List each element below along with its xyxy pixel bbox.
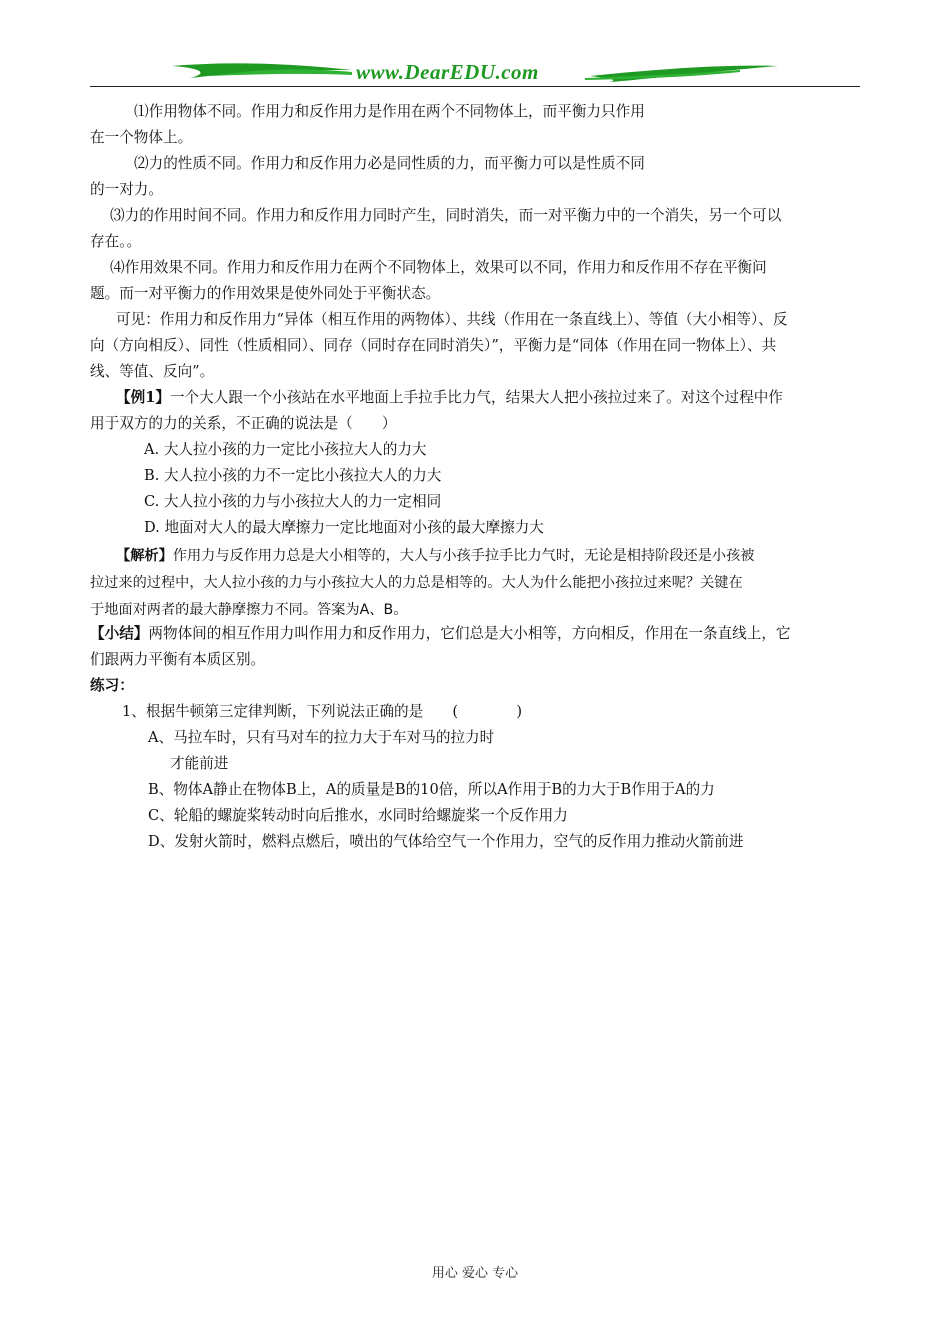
paragraph-line: ⑶力的作用时间不同。作用力和反作用力同时产生，同时消失，而一对平衡力中的一个消失，另一个可以 bbox=[110, 207, 782, 224]
analysis-line: 拉过来的过程中，大人拉小孩的力与小孩拉大人的力总是相等的。大人为什么能把小孩拉过来呢？关键在 bbox=[90, 575, 743, 591]
exercise-option-b: B、物体A静止在物体B上，A的质量是B的10倍，所以A作用于B的力大于B作用于A的力 bbox=[148, 781, 715, 798]
example-question-line: 用于双方的力的关系，不正确的说法是（ ） bbox=[90, 415, 397, 432]
page-header bbox=[90, 56, 860, 90]
example-question-text: 一个大人跟一个小孩站在水平地面上手拉手比力气，结果大人把小孩拉过来了。对这个过程中作 bbox=[169, 389, 783, 406]
example-question bbox=[116, 388, 783, 408]
exercise-option-c: C、轮船的螺旋桨转动时向后推水，水同时给螺旋桨一个反作用力 bbox=[148, 807, 568, 824]
summary-line: 们跟两力平衡有本质区别。 bbox=[90, 651, 266, 668]
analysis-paragraph bbox=[116, 546, 754, 566]
exercise-option-a: A、马拉车时，只有马对车的拉力大于车对马的拉力时 bbox=[148, 729, 495, 746]
paragraph-line: 的一对力。 bbox=[90, 181, 163, 198]
paragraph-line: 可见：作用力和反作用力“异体（相互作用的两物体）、共线（作用在一条直线上）、等值（大小相等）、反 bbox=[116, 311, 788, 328]
header-divider bbox=[90, 86, 860, 87]
paragraph-line: ⑵力的性质不同。作用力和反作用力必是同性质的力，而平衡力可以是性质不同 bbox=[134, 155, 645, 172]
exercise-heading: 练习： bbox=[90, 677, 134, 694]
analysis-text: 作用力与反作用力总是大小相等的，大人与小孩手拉手比力气时，无论是相持阶段还是小孩被 bbox=[172, 548, 755, 564]
paragraph-line: ⑴作用物体不同。作用力和反作用力是作用在两个不同物体上，而平衡力只作用 bbox=[134, 103, 645, 120]
example-option-b: B. 大人拉小孩的力不一定比小孩拉大人的力大 bbox=[144, 467, 442, 484]
paragraph-line: 存在。。 bbox=[90, 233, 142, 250]
exercise-question-1: 1、根据牛顿第三定律判断，下列说法正确的是 ( ) bbox=[122, 703, 523, 720]
paragraph-line: 向（方向相反）、同性（性质相同）、同存（同时存在同时消失）”，平衡力是“同体（作用在同一物体上）、共 bbox=[90, 337, 777, 354]
example-option-d: D. 地面对大人的最大摩擦力一定比地面对小孩的最大摩擦力大 bbox=[144, 519, 544, 536]
example-tag: 【例1】 bbox=[116, 389, 170, 406]
page-footer: 用心 爱心 专心 bbox=[431, 1266, 519, 1281]
summary-text: 两物体间的相互作用力叫作用力和反作用力，它们总是大小相等，方向相反，作用在一条直线上，它 bbox=[148, 625, 791, 642]
paragraph-line: 线、等值、反向”。 bbox=[90, 363, 215, 380]
analysis-tag: 【解析】 bbox=[116, 548, 173, 564]
summary-paragraph bbox=[90, 624, 791, 644]
exercise-option-d: D、发射火箭时，燃料点燃后，喷出的气体给空气一个作用力，空气的反作用力推动火箭前进 bbox=[148, 833, 744, 850]
example-option-a: A. 大人拉小孩的力一定比小孩拉大人的力大 bbox=[144, 441, 427, 458]
exercise-option-a-cont: 才能前进 bbox=[170, 755, 229, 772]
paragraph-line: ⑷作用效果不同。作用力和反作用力在两个不同物体上，效果可以不同，作用力和反作用不存在平衡问 bbox=[110, 259, 767, 276]
paragraph-line: 在一个物体上。 bbox=[90, 129, 193, 146]
summary-tag: 【小结】 bbox=[90, 625, 149, 642]
example-option-c: C. 大人拉小孩的力与小孩拉大人的力一定相同 bbox=[144, 493, 442, 510]
analysis-line: 于地面对两者的最大静摩擦力不同。答案为A、B。 bbox=[90, 602, 408, 618]
site-logo[interactable]: www.DearEDU.com bbox=[356, 60, 539, 84]
paragraph-line: 题。而一对平衡力的作用效果是使外同处于平衡状态。 bbox=[90, 285, 441, 302]
